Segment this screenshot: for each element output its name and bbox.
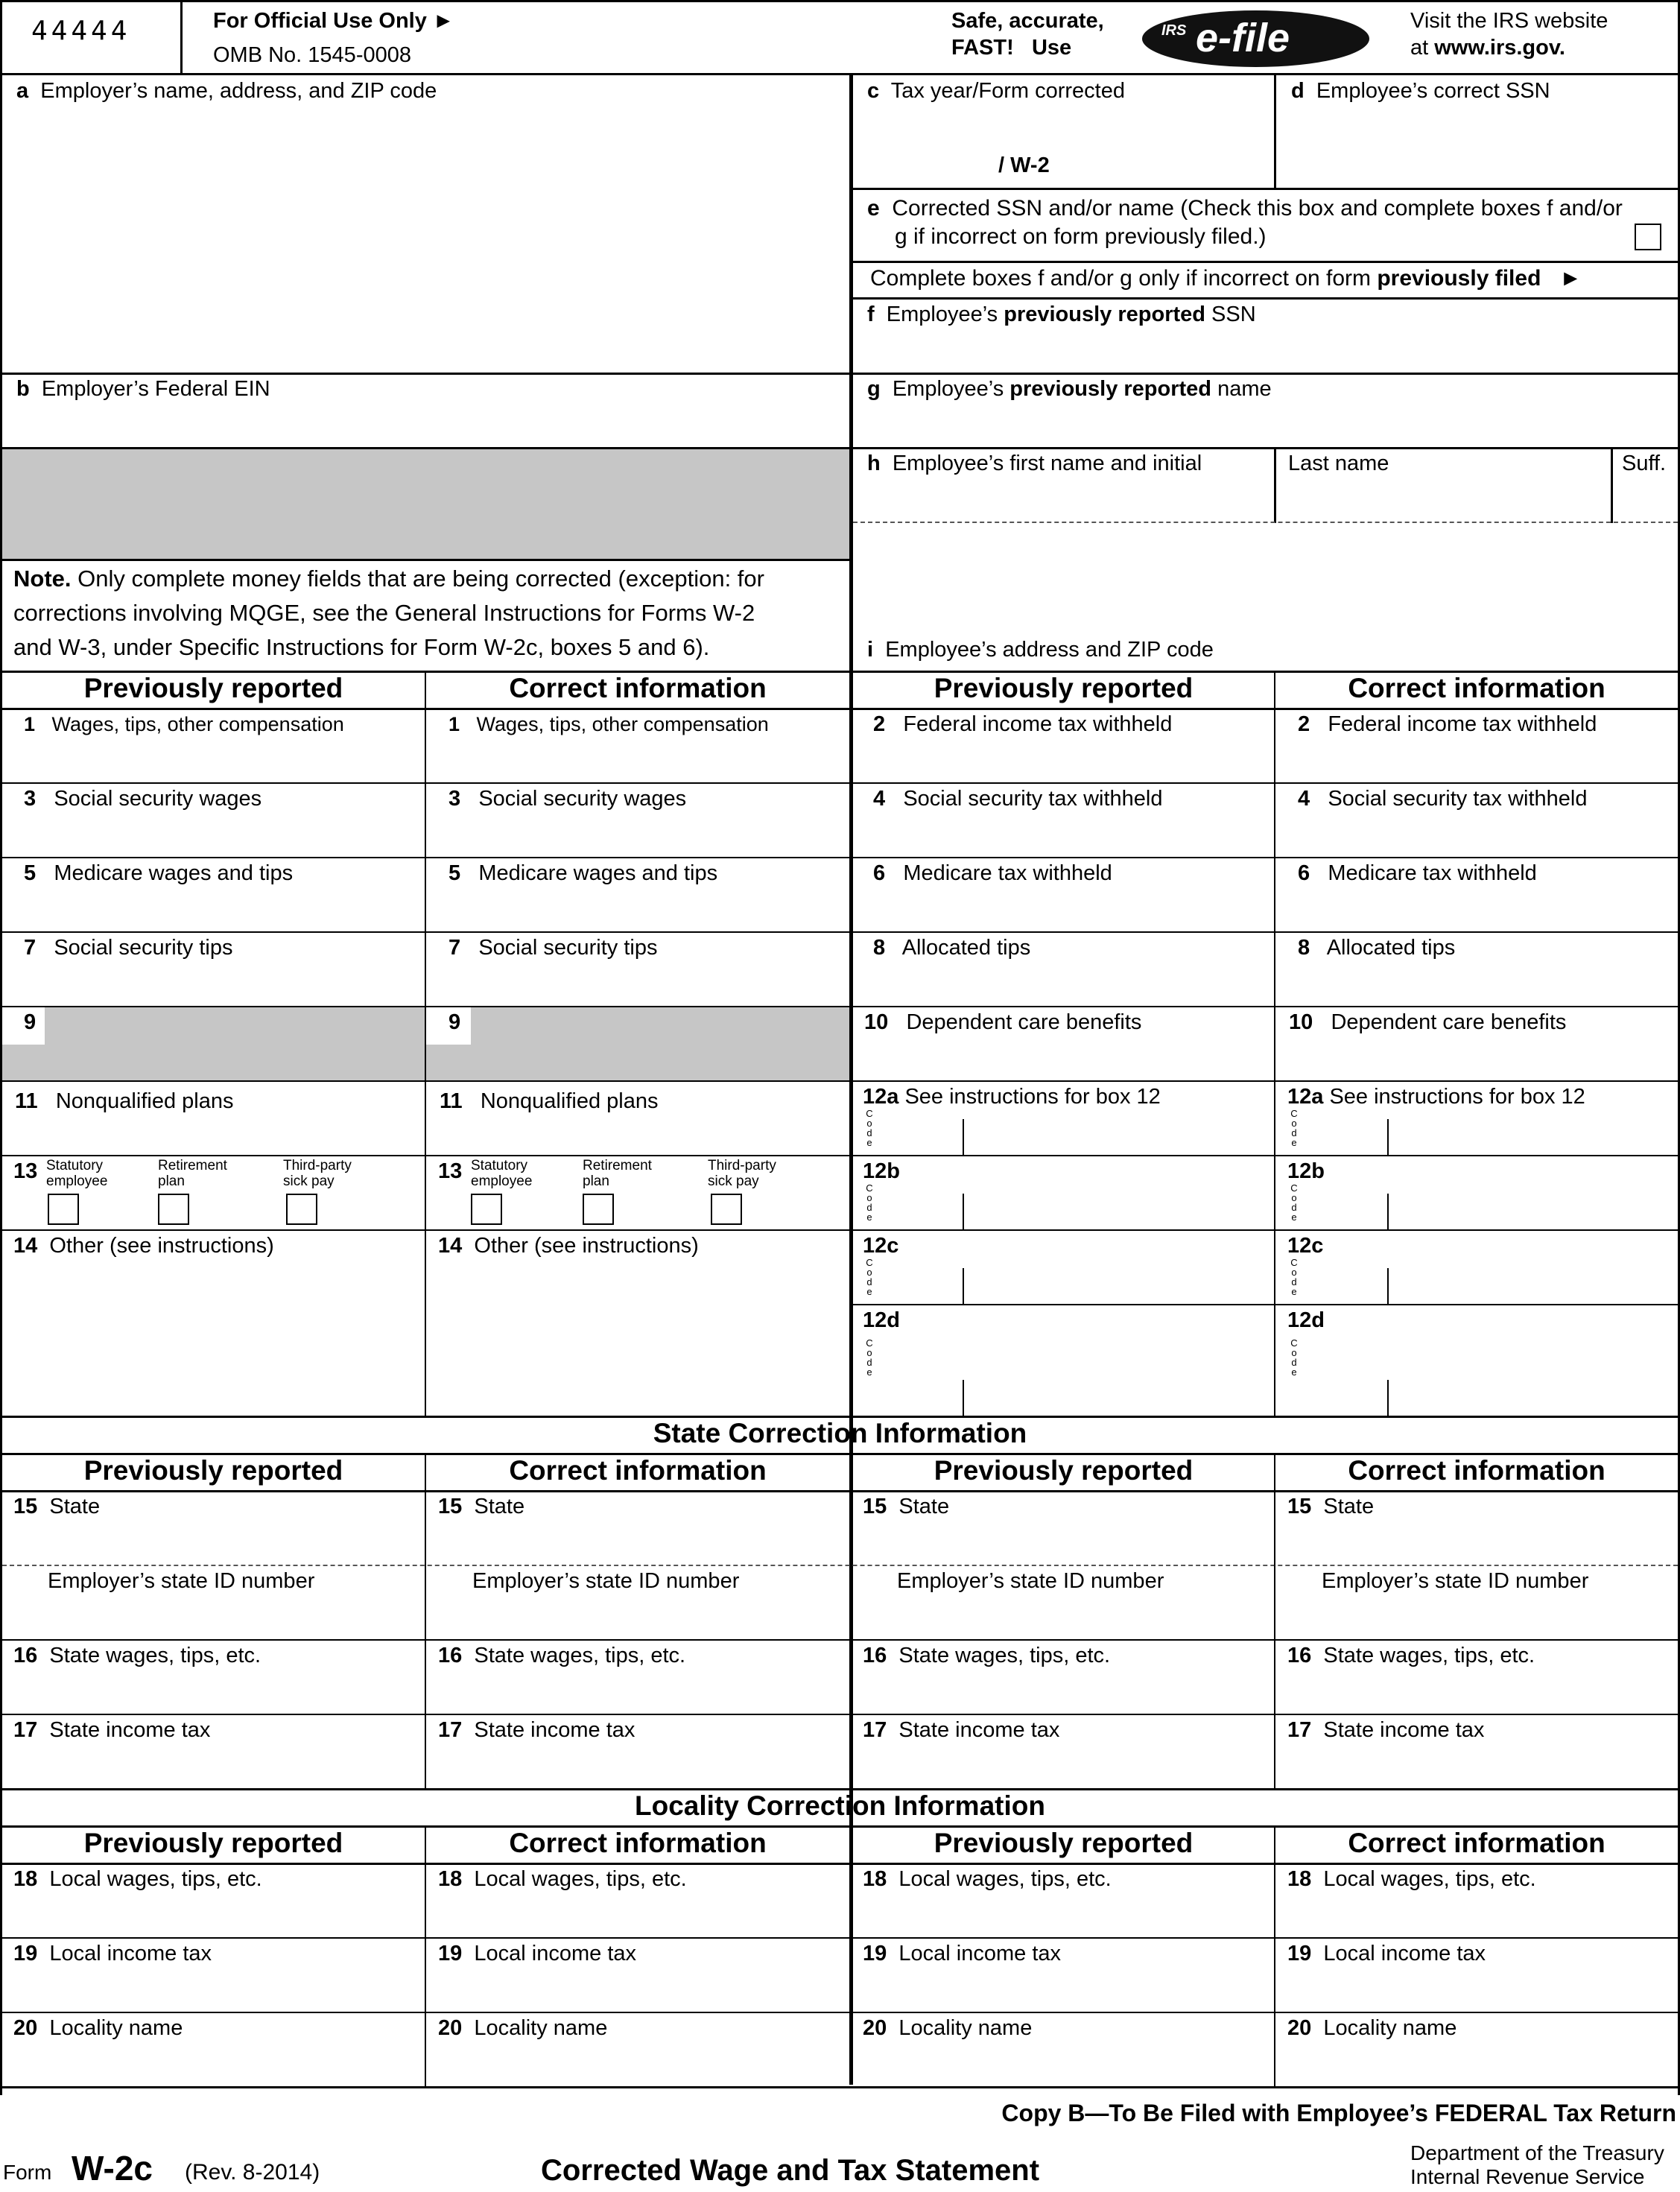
box-h-last-name: Last name: [1288, 452, 1389, 475]
code-letter: d: [1291, 1357, 1297, 1368]
form-title: Corrected Wage and Tax Statement: [541, 2154, 1040, 2187]
rule: [180, 0, 183, 75]
box-12a-correct: 12a See instructions for box 12: [1287, 1085, 1585, 1109]
box-17-state-tax: 17 State income tax: [863, 1718, 1060, 1742]
box-17-state-tax: 17 State income tax: [13, 1718, 211, 1742]
box-20-locality-name: 20 Locality name: [438, 2016, 608, 2040]
box-19-local-tax: 19 Local income tax: [13, 1942, 212, 1965]
code-letter: C: [1290, 1337, 1298, 1349]
box-10-correct: 10 Dependent care benefits: [1289, 1010, 1567, 1034]
form-revision: (Rev. 8-2014): [185, 2160, 320, 2185]
box-h-suffix: Suff.: [1622, 452, 1667, 475]
box-9-correct: 9: [448, 1010, 461, 1034]
code-letter: e: [1291, 1137, 1297, 1148]
box-f-input[interactable]: [853, 328, 1678, 373]
box-1-correct: 1 Wages, tips, other compensation: [448, 713, 769, 735]
code-separator: [963, 1380, 964, 1416]
box-10-prev: 10 Dependent care benefits: [864, 1010, 1142, 1034]
box-16-state-wages: 16 State wages, tips, etc.: [863, 1644, 1111, 1667]
box-13-retirement-checkbox[interactable]: [583, 1194, 614, 1225]
shaded-area: [2, 449, 849, 559]
official-use-label: For Official Use Only ►: [213, 9, 454, 33]
rule: [0, 1080, 1680, 1082]
code-separator: [963, 1268, 964, 1304]
col-header-prev: Previously reported: [933, 1455, 1194, 1486]
safe-accurate-text: Safe, accurate,: [951, 9, 1104, 33]
box-3-prev: 3 Social security wages: [24, 787, 262, 811]
code-letter: d: [866, 1202, 872, 1213]
box-13-retirement-label: Retirement plan: [158, 1158, 227, 1189]
col-header-prev: Previously reported: [83, 1828, 343, 1858]
box-6-prev: 6 Medicare tax withheld: [873, 861, 1112, 885]
code-letter: e: [866, 1366, 872, 1378]
code-label: [864, 1109, 875, 1147]
box-c-form: / W-2: [998, 153, 1050, 177]
rule: [1274, 1825, 1275, 2086]
code-letter: d: [866, 1276, 872, 1287]
box-17-state-tax: 17 State income tax: [1287, 1718, 1485, 1742]
state-id-label: Employer’s state ID number: [1322, 1569, 1589, 1593]
col-header-prev: Previously reported: [83, 673, 343, 703]
rule: [851, 1229, 1680, 1231]
col-header-prev: Previously reported: [83, 1455, 343, 1486]
code-letter: o: [1291, 1118, 1297, 1129]
box-6-correct: 6 Medicare tax withheld: [1298, 861, 1537, 885]
note-line2: corrections involving MQGE, see the General Instructions for Forms W-2: [13, 600, 755, 626]
copy-b-label: Copy B—To Be Filed with Employee’s FEDERAL Tax Return: [1001, 2100, 1676, 2126]
rule: [851, 261, 1680, 263]
code-letter: e: [1291, 1286, 1297, 1297]
box-18-local-wages: 18 Local wages, tips, etc.: [13, 1867, 262, 1891]
box-12b-prev: 12b: [863, 1159, 900, 1183]
col-header-correct: Correct information: [509, 1455, 767, 1486]
box-20-locality-name: 20 Locality name: [13, 2016, 183, 2040]
box-8-correct: 8 Allocated tips: [1298, 936, 1456, 960]
box-16-state-wages: 16 State wages, tips, etc.: [1287, 1644, 1535, 1667]
box-12d-prev: 12d: [863, 1308, 900, 1332]
col-header-correct: Correct information: [1348, 1828, 1605, 1858]
box-2-correct: 2 Federal income tax withheld: [1298, 712, 1597, 736]
state-id-label: Employer’s state ID number: [897, 1569, 1164, 1593]
box-19-local-tax: 19 Local income tax: [863, 1942, 1062, 1965]
rule: [0, 1639, 1680, 1641]
box-19-local-tax: 19 Local income tax: [1287, 1942, 1486, 1965]
rule: [0, 1863, 1680, 1865]
shaded-box9: [426, 1045, 471, 1080]
code-label: [864, 1183, 875, 1222]
code-letter: o: [866, 1192, 872, 1203]
code-letter: e: [1291, 1211, 1297, 1223]
note-line3: and W-3, under Specific Instructions for Form W-2c, boxes 5 and 6).: [13, 634, 710, 660]
rule: [0, 1714, 1680, 1715]
code-letter: C: [1290, 1257, 1298, 1268]
box-b-input[interactable]: [2, 402, 849, 447]
rule: [0, 1490, 1680, 1492]
box-13-retirement-checkbox[interactable]: [158, 1194, 189, 1225]
irs-url-text: at www.irs.gov.: [1410, 36, 1565, 60]
box-18-local-wages: 18 Local wages, tips, etc.: [1287, 1867, 1536, 1891]
efile-logo: IRS e-file: [1142, 10, 1369, 67]
box-d-input[interactable]: [1276, 104, 1678, 188]
box-11-correct: 11 Nonqualified plans: [440, 1089, 659, 1113]
box-15-state: 15 State: [863, 1495, 950, 1518]
box-20-locality-name: 20 Locality name: [1287, 2016, 1457, 2040]
rule: [851, 188, 1680, 190]
box-e-checkbox[interactable]: [1635, 224, 1661, 250]
code-letter: o: [1291, 1192, 1297, 1203]
box-13-sickpay-checkbox[interactable]: [286, 1194, 317, 1225]
box-12c-correct: 12c: [1287, 1234, 1324, 1258]
code-letter: d: [866, 1127, 872, 1138]
box-c-label: c Tax year/Form corrected: [867, 79, 1125, 103]
box-13-statutory-checkbox[interactable]: [471, 1194, 502, 1225]
rule: [851, 297, 1680, 300]
code-label: [1289, 1338, 1299, 1377]
box-4-prev: 4 Social security tax withheld: [873, 787, 1163, 811]
code-letter: C: [866, 1257, 873, 1268]
rule: [0, 373, 851, 375]
rule: [425, 1453, 426, 1788]
fg-note: Complete boxes f and/or g only if incorrect on form previously filed ►: [870, 266, 1582, 291]
box-13-sickpay-checkbox[interactable]: [711, 1194, 742, 1225]
box-17-state-tax: 17 State income tax: [438, 1718, 635, 1742]
box-14-correct: 14 Other (see instructions): [438, 1234, 699, 1258]
box-g-input[interactable]: [853, 402, 1678, 447]
rule: [2, 1565, 1678, 1566]
box-13-statutory-label: Statutory employee: [46, 1158, 108, 1189]
col-header-prev: Previously reported: [933, 1828, 1194, 1858]
box-a-label: a Employer’s name, address, and ZIP code: [16, 79, 437, 103]
shaded-box9: [2, 1045, 45, 1080]
rule: [0, 2012, 1680, 2013]
box-2-prev: 2 Federal income tax withheld: [873, 712, 1173, 736]
box-3-correct: 3 Social security wages: [448, 787, 687, 811]
code-letter: e: [866, 1286, 872, 1297]
fast-use-text: FAST! Use: [951, 36, 1072, 60]
code-letter: e: [866, 1137, 872, 1148]
box-12a-prev: 12a See instructions for box 12: [863, 1085, 1161, 1109]
box-g-label: g Employee’s previously reported name: [867, 377, 1272, 401]
box-15-state: 15 State: [13, 1495, 101, 1518]
box-16-state-wages: 16 State wages, tips, etc.: [438, 1644, 686, 1667]
box-18-local-wages: 18 Local wages, tips, etc.: [863, 1867, 1112, 1891]
code-separator: [1387, 1380, 1389, 1416]
shaded-box9: [471, 1007, 849, 1080]
code-letter: d: [866, 1357, 872, 1368]
box-20-locality-name: 20 Locality name: [863, 2016, 1033, 2040]
col-header-correct: Correct information: [509, 1828, 767, 1858]
box-e-line1: e Corrected SSN and/or name (Check this box and complete boxes f and/or: [867, 196, 1623, 221]
box-16-state-wages: 16 State wages, tips, etc.: [13, 1644, 261, 1667]
code-label: [864, 1338, 875, 1377]
code-separator: [963, 1119, 964, 1155]
code-letter: o: [1291, 1347, 1297, 1358]
rule: [851, 373, 1680, 375]
box-h-suffix-input[interactable]: [1613, 477, 1678, 522]
code-letter: C: [866, 1337, 873, 1349]
box-13-correct: 13: [438, 1159, 463, 1183]
rule: [851, 447, 1680, 449]
box-12c-prev: 12c: [863, 1234, 899, 1258]
box-5-correct: 5 Medicare wages and tips: [448, 861, 718, 885]
box-15-state: 15 State: [438, 1495, 525, 1518]
box-f-label: f Employee’s previously reported SSN: [867, 302, 1256, 326]
code-letter: C: [866, 1182, 873, 1194]
code-label: [1289, 1258, 1299, 1296]
box-c-input[interactable]: [853, 104, 1274, 188]
shaded-box9: [45, 1007, 425, 1080]
box-11-prev: 11 Nonqualified plans: [15, 1089, 234, 1113]
box-13-prev: 13: [13, 1159, 38, 1183]
code-letter: o: [866, 1347, 872, 1358]
rule: [0, 0, 1680, 2]
code-label: [1289, 1109, 1299, 1147]
box-19-local-tax: 19 Local income tax: [438, 1942, 637, 1965]
code-letter: o: [866, 1118, 872, 1129]
code-letter: e: [866, 1211, 872, 1223]
code-label: [1289, 1183, 1299, 1222]
box-13-sickpay-label: Third-party sick pay: [283, 1158, 352, 1189]
state-id-label: Employer’s state ID number: [472, 1569, 740, 1593]
visit-irs-text: Visit the IRS website: [1410, 9, 1608, 33]
form-name: W-2c: [72, 2149, 153, 2188]
locality-section-title: Locality Correction Information: [635, 1790, 1045, 1821]
box-i-input[interactable]: [853, 525, 1678, 635]
state-id-label: Employer’s state ID number: [48, 1569, 315, 1593]
box-13-statutory-label: Statutory employee: [471, 1158, 533, 1189]
box-13-retirement-label: Retirement plan: [583, 1158, 652, 1189]
rule: [851, 1304, 1680, 1305]
code-separator: [963, 1194, 964, 1229]
box-i-label: i Employee’s address and ZIP code: [867, 638, 1214, 662]
form-word: Form: [3, 2161, 52, 2184]
irs-agency: Internal Revenue Service: [1410, 2165, 1645, 2188]
col-header-correct: Correct information: [509, 673, 767, 703]
box-18-local-wages: 18 Local wages, tips, etc.: [438, 1867, 687, 1891]
rule: [425, 1825, 426, 2086]
box-h-first-input[interactable]: [853, 477, 1274, 522]
rule: [425, 671, 426, 1416]
rule: [0, 1937, 1680, 1939]
rule: [0, 857, 1680, 858]
code-letter: C: [1290, 1108, 1298, 1119]
rule: [0, 708, 1680, 710]
box-8-prev: 8 Allocated tips: [873, 936, 1031, 960]
col-header-prev: Previously reported: [933, 673, 1194, 703]
box-h-last-input[interactable]: [1276, 477, 1611, 522]
col-header-correct: Correct information: [1348, 1455, 1605, 1486]
box-h-label: h Employee’s first name and initial: [867, 452, 1202, 475]
box-12d-correct: 12d: [1287, 1308, 1325, 1332]
box-13-sickpay-label: Third-party sick pay: [708, 1158, 776, 1189]
form-code: 44444: [31, 16, 131, 46]
box-d-label: d Employee’s correct SSN: [1291, 79, 1550, 103]
box-13-statutory-checkbox[interactable]: [48, 1194, 79, 1225]
box-14-prev: 14 Other (see instructions): [13, 1234, 274, 1258]
rule: [0, 559, 851, 561]
code-letter: o: [866, 1267, 872, 1278]
code-letter: C: [1290, 1182, 1298, 1194]
box-12b-correct: 12b: [1287, 1159, 1325, 1183]
rule: [0, 73, 1680, 75]
code-letter: d: [1291, 1276, 1297, 1287]
rule: [849, 73, 853, 2085]
code-letter: o: [1291, 1267, 1297, 1278]
box-b-label: b Employer’s Federal EIN: [16, 377, 270, 401]
code-label: [864, 1258, 875, 1296]
rule: [0, 782, 1680, 784]
box-4-correct: 4 Social security tax withheld: [1298, 787, 1588, 811]
box-7-correct: 7 Social security tips: [448, 936, 658, 960]
code-letter: d: [1291, 1202, 1297, 1213]
col-header-correct: Correct information: [1348, 673, 1605, 703]
rule: [0, 1155, 1680, 1156]
box-a-input[interactable]: [2, 104, 849, 373]
code-separator: [1387, 1194, 1389, 1229]
rule: [1274, 671, 1275, 1416]
rule: [0, 2086, 1680, 2088]
code-separator: [1387, 1268, 1389, 1304]
state-section-title: State Correction Information: [653, 1418, 1027, 1448]
code-letter: d: [1291, 1127, 1297, 1138]
box-7-prev: 7 Social security tips: [24, 936, 233, 960]
code-letter: C: [866, 1108, 873, 1119]
rule: [0, 931, 1680, 933]
code-separator: [1387, 1119, 1389, 1155]
box-5-prev: 5 Medicare wages and tips: [24, 861, 294, 885]
omb-number: OMB No. 1545-0008: [213, 43, 411, 67]
dept-treasury: Department of the Treasury: [1410, 2141, 1664, 2164]
box-9-prev: 9: [24, 1010, 37, 1034]
rule: [853, 522, 1678, 523]
box-1-prev: 1 Wages, tips, other compensation: [24, 713, 344, 735]
note-line1: Note. Only complete money fields that are being corrected (exception: for: [13, 566, 764, 592]
box-e-line2: g if incorrect on form previously filed.): [895, 224, 1267, 249]
box-15-state: 15 State: [1287, 1495, 1375, 1518]
code-letter: e: [1291, 1366, 1297, 1378]
rule: [1274, 1453, 1275, 1788]
